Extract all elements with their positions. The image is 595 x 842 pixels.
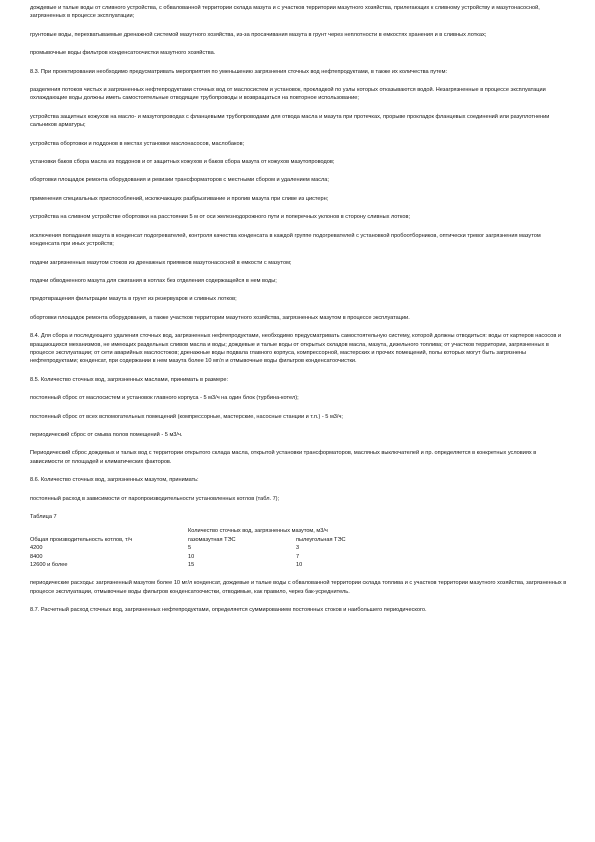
table-cell: 3: [296, 545, 300, 552]
paragraph: установки баков сбора масла из поддонов и от защитных кожухов и баков сбора мазута от кожухов мазутопроводов;: [30, 159, 335, 166]
paragraph: устройства обортовки и поддонов в местах установки маслонасосов, маслобаков;: [30, 140, 245, 147]
section-paragraph: 8.5. Количество сточных вод, загрязненных маслами, принимать в размере:: [30, 376, 229, 383]
paragraph: применения специальных приспособлений, исключающих разбрызгивание и пролив мазута при сливе из цистерн;: [30, 195, 329, 202]
table-header-row: [30, 527, 416, 535]
section-paragraph: 8.6. Количество сточных вод, загрязненных мазутом, принимать:: [30, 477, 199, 484]
document-page: [30, 4, 570, 625]
table-row: [30, 553, 416, 561]
section-paragraph: 8.4. Для сбора и последующего удаления сточных вод, загрязненных нефтепродуктами, необходимо предусматривать самостоятельную систему, которой должны отводиться: воды от картеров насосов и вращающихся механизмов, не имеющих раздельных сливов масла и воды; дождевые и талые воды от открытых складов масла, мазута, дизельного топлива; от участков территории, загрязненных в процессе эксплуатации; от сети аварийных маслостоков; дренажные воды подвала главного корпуса, компрессорной, мастерских и прочих помещений, полы которых могут быть загрязнены нефтепродуктами; конденсат, при содержании в нем мазута более 10 мг/л и отмывочные воды фильтров конденсатоочистки.: [30, 333, 562, 365]
paragraph: дождевые и талые воды от сливного устройства, с обвалованной территории склада мазута и с участков территории мазутного хозяйства, прилегающих к сливному устройству и мазутонасосной, загрязненных в процессе эксплуатации;: [30, 5, 540, 20]
paragraph: подачи обводненного мазута для сжигания в котлах без отделения содержащейся в нем воды;: [30, 277, 277, 284]
paragraph: промывочные воды фильтров конденсатоочистки мазутного хозяйства.: [30, 50, 216, 57]
table-cell: 10: [188, 553, 195, 560]
paragraph: устройства защитных кожухов на масло- и мазутопроводах с фланцевыми трубопроводами для отвода масла и мазута при протечках, прорыве прокладок фланцевых соединений или разуплотнении сальников арматуры;: [30, 113, 550, 129]
table-row: [30, 561, 416, 569]
paragraph: обортовки площадок ремонта оборудования и ревизии трансформаторов с местными сбором и удалением масла;: [30, 177, 329, 184]
paragraphs-bottom: [30, 579, 570, 614]
data-table: [30, 527, 416, 569]
table-cell: 15: [188, 562, 195, 569]
paragraph: постоянный сброс от маслосистем и установок главного корпуса - 5 м3/ч на один блок (турбина-котел);: [30, 395, 299, 402]
table-header-group: Количество сточных вод, загрязненных мазутом, м3/ч: [188, 528, 328, 535]
table-cell: 8400: [30, 553, 43, 560]
paragraph: периодические расходы: загрязненный мазутом более 10 мг/л конденсат, дождевые и талые воды с обвалованной территории склада топлива и с участков территории мазутного хозяйства, загрязненных в процессе эксплуатации, отмывочные воды фильтров конденсатоочистки, отводимые, как правило, через бак-усреднитель.: [30, 580, 567, 595]
table-caption: Таблица 7: [30, 514, 57, 520]
paragraph: предотвращения фильтрации мазута в грунт из резервуаров и сливных лотков;: [30, 296, 237, 303]
paragraph: грунтовые воды, перехватываемые дренажной системой мазутного хозяйства, из-за просачивания мазута в грунт через неплотности в емкостях хранения и в сливных лотках;: [30, 31, 487, 38]
paragraph: разделения потоков чистых и загрязненных нефтепродуктами сточных вод от маслосистем и установок, прокладкой по узлы которых отказываются водой. Незагрязненные в процессе эксплуатации охлаждающие воды должны иметь самостоятельные отводящие трубопроводы и возвращаться на повторное использование;: [30, 87, 546, 102]
paragraph: устройства на сливном устройстве обортовки на расстоянии 5 м от оси железнодорожного пути и поперечных уклонов в сторону сливных лотков;: [30, 214, 410, 221]
section-paragraph: 8.7. Расчетный расход сточных вод, загрязненных нефтепродуктами, определяется суммированием постоянных стоков и наибольшего периодического.: [30, 607, 427, 614]
section-paragraph: 8.3. При проектировании необходимо предусматривать мероприятия по уменьшению загрязнения сточных вод нефтепродуктами, в также их количества путем:: [30, 68, 448, 75]
paragraph: исключения попадания мазута в конденсат подогревателей, контроля качества конденсата в каждой группе подогревателей с установкой пробоотборников, оптически тревог загрязнения мазутом конденсата при иных устройств;: [30, 232, 541, 248]
paragraph: постоянный сброс от всех вспомогательных помещений (компрессорные, мастерские, насосные станции и т.п.) - 5 м3/ч;: [30, 413, 343, 420]
paragraphs-top: [30, 4, 570, 503]
table-cell: 5: [188, 545, 192, 552]
table-cell: 10: [296, 562, 303, 569]
paragraph: подачи загрязненных мазутом стоков из дренажных приямков мазутонасосной в емкости с мазутом;: [30, 259, 292, 266]
table-header-cell: пылеугольная ТЭС: [296, 536, 346, 543]
table-cell: 4200: [30, 545, 43, 552]
table-header-cell: Общая производительность котлов, т/ч: [30, 536, 133, 543]
paragraph: периодический сброс от смыва полов помещений - 5 м3/ч.: [30, 431, 183, 438]
table-row: [30, 544, 416, 552]
paragraph: обортовки площадок ремонта оборудования, а также участков территории мазутного хозяйства, загрязненных мазутом в процессе эксплуатации.: [30, 314, 410, 321]
paragraph: постоянный расход в зависимости от паропроизводительности установленных котлов (табл. 7);: [30, 495, 280, 502]
paragraph: Периодический сброс дождевых и талых вод с территории открытого склада масла, открытой установки трансформаторов, масляных выключателей и пр. определяется в конкретных условиях в зависимости от площадей и климатических факторов.: [30, 450, 537, 465]
table-cell: 7: [296, 553, 300, 560]
table-cell: 12600 и более: [30, 562, 68, 569]
table-header-cell: газомазутная ТЭС: [188, 536, 236, 543]
